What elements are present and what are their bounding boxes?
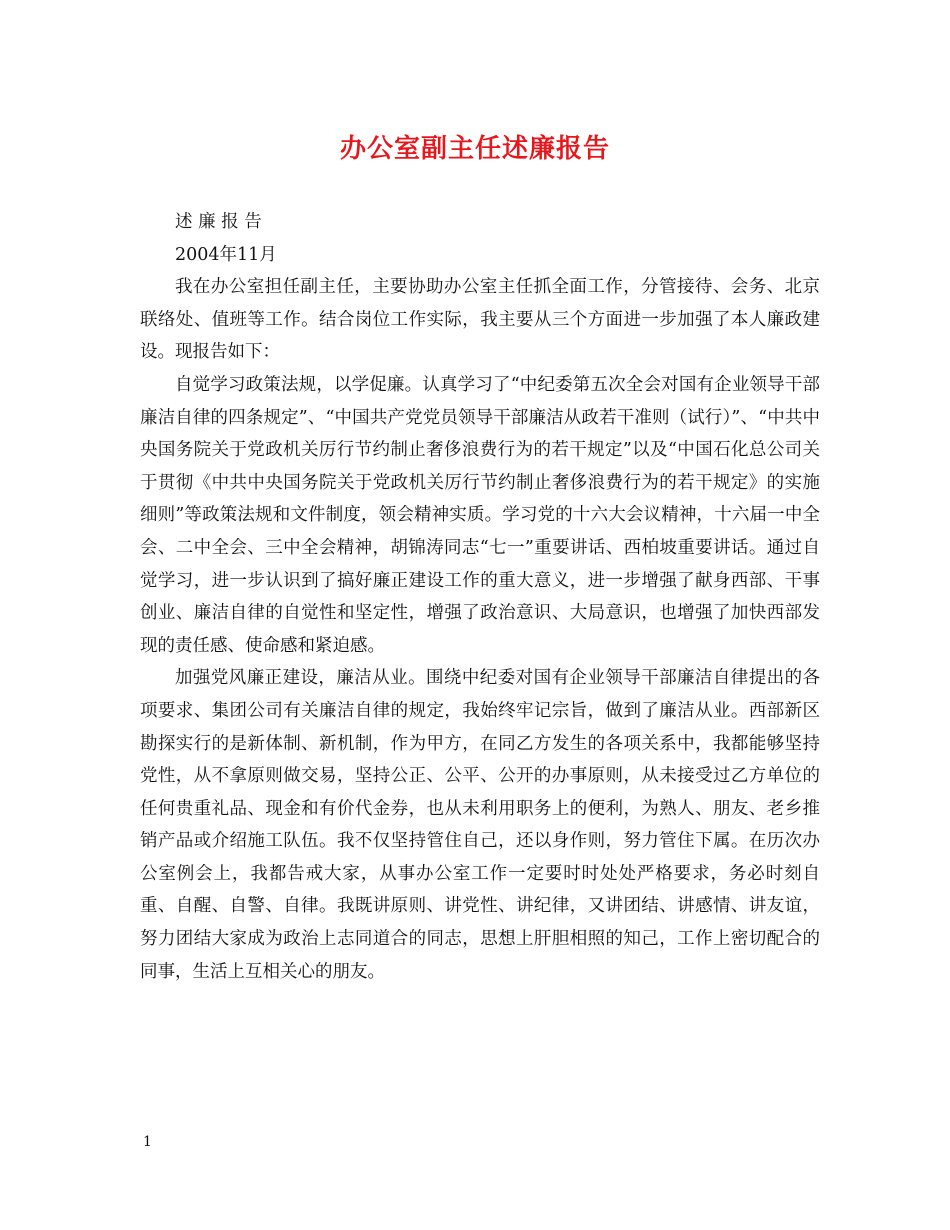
paragraph-intro: 我在办公室担任副主任，主要协助办公室主任抓全面工作，分管接待、会务、北京联络处、值班等工作。结合岗位工作实际，我主要从三个方面进一步加强了本人廉政建设。现报告如下： (140, 277, 820, 363)
document-body (140, 206, 820, 988)
paragraph-integrity: 加强党风廉正建设，廉洁从业。围绕中纪委对国有企业领导干部廉洁自律提出的各项要求、集团公司有关廉洁自律的规定，我始终牢记宗旨，做到了廉洁从业。西部新区勘探实行的是新体制、新机制，作为甲方，在同乙方发生的各项关系中，我都能够坚持党性，从不拿原则做交易，坚持公正、公平、公开的办事原则，从未接受过乙方单位的任何贵重礼品、现金和有价代金券，也从未利用职务上的便利，为熟人、朋友、老乡推销产品或介绍施工队伍。我不仅坚持管住自己，还以身作则，努力管住下属。在历次办公室例会上，我都告戒大家，从事办公室工作一定要时时处处严格要求，务必时刻自重、自醒、自警、自律。我既讲原则、讲党性、讲纪律，又讲团结、讲感情、讲友谊，努力团结大家成为政治上志同道合的同志，思想上肝胆相照的知己，工作上密切配合的同事，生活上互相关心的朋友。 (140, 668, 820, 982)
document-title: 办公室副主任述廉报告 (339, 134, 610, 164)
report-date: 2004年11月 (175, 244, 277, 265)
report-heading: 述 廉 报 告 (175, 212, 262, 232)
paragraph-study: 自觉学习政策法规，以学促廉。认真学习了“中纪委第五次全会对国有企业领导干部廉洁自律的四条规定”、“中国共产党党员领导干部廉洁从政若干准则（试行）”、“中共中央国务院关于党政机关厉行节约制止奢侈浪费行为的若干规定”以及“中国石化总公司关于贯彻《中共中央国务院关于党政机关厉行节约制止奢侈浪费行为的若干规定》的实施细则”等政策法规和文件制度，领会精神实质。学习党的十六大会议精神，十六届一中全会、二中全会、三中全会精神，胡锦涛同志“七一”重要讲话、西柏坡重要讲话。通过自觉学习，进一步认识到了搞好廉正建设工作的重大意义，进一步增强了献身西部、干事创业、廉洁自律的自觉性和坚定性，增强了政治意识、大局意识，也增强了加快西部发现的责任感、使命感和紧迫感。 (140, 374, 820, 656)
page-number: 1 (143, 1134, 152, 1150)
